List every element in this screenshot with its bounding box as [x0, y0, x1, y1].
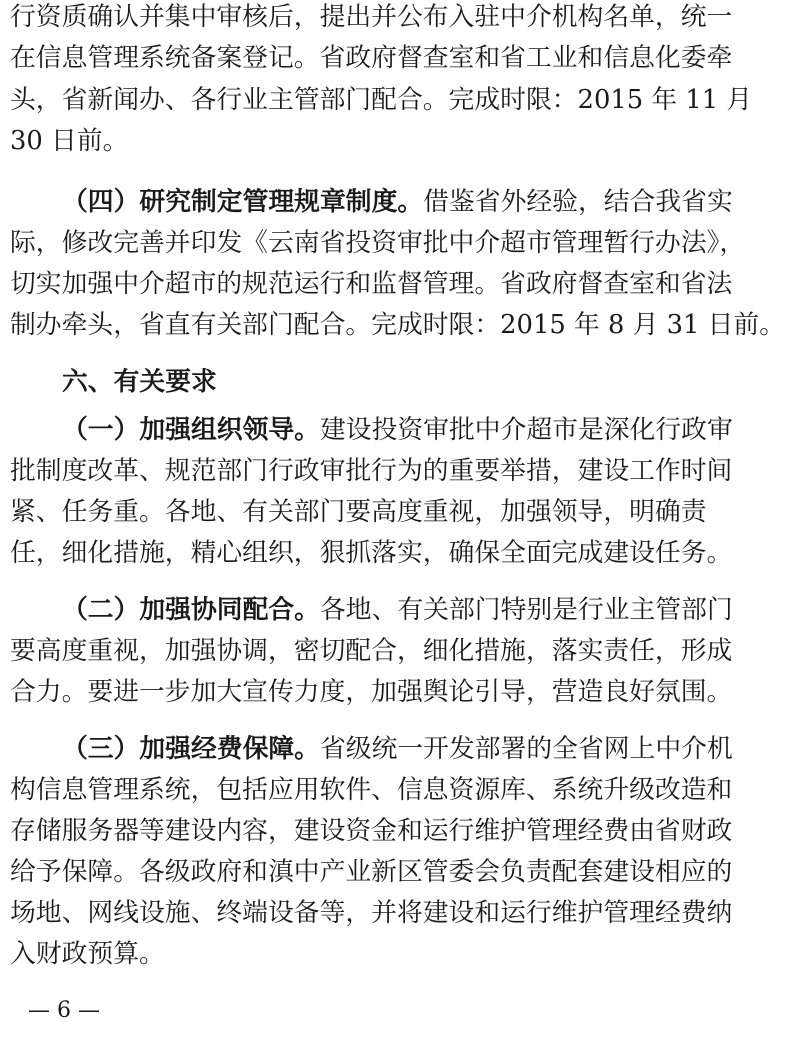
text-line: 合力。要进一步加大宣传力度，加强舆论引导，营造良好氛围。	[10, 677, 733, 707]
text-line: 构信息管理系统，包括应用软件、信息资源库、系统升级改造和	[10, 775, 733, 805]
text-line	[62, 410, 733, 450]
text-line: 给予保障。各级政府和滇中产业新区管委会负责配套建设相应的	[10, 857, 733, 887]
text-line: 头，省新闻办、各行业主管部门配合。完成时限：2015 年 11 月	[10, 85, 753, 115]
paragraph-text: 省级统一开发部署的全省网上中介机	[319, 734, 733, 764]
page-number: — 6 —	[28, 998, 100, 1023]
text-line	[62, 182, 733, 222]
text-line	[62, 590, 733, 630]
text-line: 行资质确认并集中审核后，提出并公布入驻中介机构名单，统一	[10, 2, 733, 32]
text-line: 场地、网线设施、终端设备等，并将建设和运行维护管理经费纳	[10, 898, 733, 928]
paragraph-text: 借鉴省外经验，结合我省实	[423, 187, 733, 217]
text-line: 任，细化措施，精心组织，狠抓落实，确保全面完成建设任务。	[10, 538, 733, 568]
paragraph-text: 建设投资审批中介超市是深化行政审	[319, 415, 733, 445]
text-line: 际，修改完善并印发《云南省投资审批中介超市管理暂行办法》，	[10, 228, 746, 258]
paragraph-heading: （三）加强经费保障。	[62, 734, 320, 764]
text-line	[62, 729, 733, 769]
text-line: 存储服务器等建设内容，建设资金和运行维护管理经费由省财政	[10, 816, 733, 846]
text-line: 制办牵头，省直有关部门配合。完成时限：2015 年 8 月 31 日前。	[10, 310, 785, 340]
text-line: 批制度改革、规范部门行政审批行为的重要举措，建设工作时间	[10, 456, 733, 486]
text-line: 在信息管理系统备案登记。省政府督查室和省工业和信息化委牵	[10, 43, 733, 73]
paragraph-text: 各地、有关部门特别是行业主管部门	[319, 595, 733, 625]
section-heading: 六、有关要求	[62, 367, 217, 397]
paragraph-heading: （二）加强协同配合。	[62, 595, 320, 625]
paragraph-heading: （一）加强组织领导。	[62, 415, 320, 445]
text-line: 紧、任务重。各地、有关部门要高度重视，加强领导，明确责	[10, 497, 707, 527]
text-line: 入财政预算。	[10, 939, 165, 969]
text-line: 要高度重视，加强协调，密切配合，细化措施，落实责任，形成	[10, 636, 733, 666]
paragraph-heading: （四）研究制定管理规章制度。	[62, 187, 424, 217]
text-line: 30 日前。	[10, 126, 129, 156]
text-line: 切实加强中介超市的规范运行和监督管理。省政府督查室和省法	[10, 269, 733, 299]
